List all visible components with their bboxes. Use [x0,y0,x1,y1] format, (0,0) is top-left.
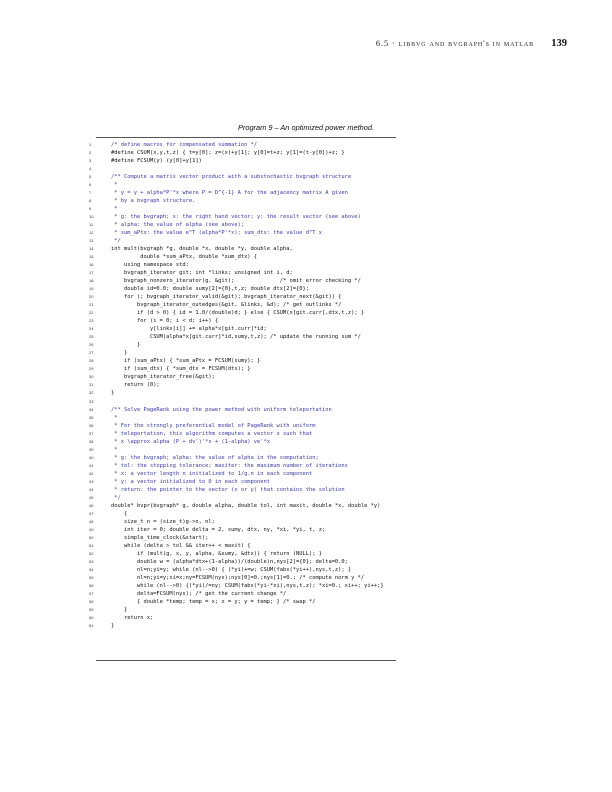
line-number: 11 [89,222,94,228]
line-number: 43 [89,478,94,484]
code-text: } [111,350,128,357]
code-text: */ [111,494,121,501]
code-line [0,502,612,510]
code-text: * by a bvgraph structure. [111,198,196,205]
line-number: 5 [89,174,92,180]
code-line [0,470,612,478]
code-line [0,173,612,181]
line-number: 31 [89,382,94,388]
code-text: * [111,182,118,189]
line-number: 48 [89,518,94,524]
code-line [0,558,612,566]
code-text: if (sum_dtx) { *sum_dtx = FCSUM(dtx); } [111,366,251,373]
code-line [0,574,612,582]
code-line [0,518,612,526]
code-text: return (0); [111,382,160,389]
code-text: * x: a vector length n initialized to 1/g.n in each component [111,470,313,477]
code-line [0,197,612,205]
code-text: * [111,206,118,213]
code-line [0,582,612,590]
line-number: 58 [89,598,94,604]
code-text: int iter = 0; double delta = 2, sumy, dtx, ny, *xi, *yi, t, z; [111,526,326,533]
line-number: 59 [89,606,94,612]
code-line [0,566,612,574]
line-number: 41 [89,462,94,468]
line-number: 40 [89,454,94,460]
code-text: if (d > 0) { id = 1.0/(double)d; } else { CSUM(x[git.curr],dtx,t,z); } [111,310,365,317]
line-number: 27 [89,350,94,356]
code-line [0,510,612,518]
line-number: 37 [89,430,94,436]
line-number: 3 [89,158,92,164]
code-text: double *sum_aPtx, double *sum_dtx) { [111,254,258,261]
code-line [0,446,612,454]
code-text: * x \approx alpha (P + dv')'*x + (1-alpha) ve'*x [111,438,271,445]
code-text: * return: the pointer to the vector (x or y) that contains the solution [111,486,345,493]
code-line [0,341,612,349]
line-number: 46 [89,502,94,508]
code-line [0,414,612,422]
code-text: * alpha: the value of alpha (see above); [111,222,245,229]
line-number: 44 [89,486,94,492]
code-line [0,422,612,430]
code-text: simple_time_clock(&start); [111,534,209,541]
line-number: 56 [89,582,94,588]
code-line [0,357,612,365]
code-text: double* bvpr(bvgraph* g, double alpha, double tol, int maxit, double *x, double *y) [111,502,381,509]
line-number: 51 [89,542,94,548]
code-text: * y: a vector initialized to 0 in each component [111,478,271,485]
program-caption: Program 9 – An optimized power method. [237,123,375,132]
line-number: 45 [89,494,94,500]
code-line [0,486,612,494]
code-line [0,454,612,462]
code-line [0,550,612,558]
listing-top-rule [96,137,396,138]
code-text: * y = y + alpha*P'*x where P = D^{-1} A for the adjacency matrix A given [111,190,348,197]
code-text: * For the strongly preferential model of PageRank with uniform [111,422,316,429]
code-text: * [111,414,118,421]
code-line [0,157,612,165]
code-text: for (; bvgraph_iterator_valid(&git); bvgraph_iterator_next(&git)) { [111,294,342,301]
code-line [0,494,612,502]
line-number: 36 [89,422,94,428]
code-line [0,325,612,333]
code-line [0,213,612,221]
code-line [0,622,612,630]
code-line [0,598,612,606]
line-number: 38 [89,438,94,444]
code-text: for (i = 0; i < d; i++) { [111,318,219,325]
running-head: 6.5 · libbvg and bvgraph's in matlab [375,39,534,48]
line-number: 10 [89,214,94,220]
code-line [0,365,612,373]
code-text: /* define macros for compensated summation */ [111,142,258,148]
line-number: 50 [89,534,94,540]
code-text: } [111,606,128,613]
line-number: 34 [89,406,94,412]
code-line [0,293,612,301]
line-number: 8 [89,198,92,204]
code-text: * g: the bvgraph; x: the right hand vector; y: the result vector (see above) [111,214,361,221]
code-text: */ [111,238,121,245]
line-number: 35 [89,414,94,420]
code-line [0,277,612,285]
line-number: 55 [89,574,94,580]
listing-bottom-rule [96,660,396,661]
line-number: 39 [89,446,94,452]
line-number: 17 [89,270,94,276]
code-line [0,389,612,397]
line-number: 1 [89,142,92,147]
line-number: 18 [89,278,94,284]
line-number: 26 [89,342,94,348]
code-text: using namespace std; [111,262,189,269]
code-text: nl=n;yi=y;xi=x;ny=FCSUM(nys);nys[0]=0.;nys[1]=0.; /* compute norm y */ [111,574,365,581]
line-number: 15 [89,254,94,260]
code-line [0,149,612,157]
code-text: bvgraph_iterator_free(&git); [111,374,215,381]
code-line [0,141,612,149]
code-text: while (delta > tol && iter++ < maxit) { [111,542,251,549]
code-line [0,317,612,325]
line-number: 30 [89,374,94,380]
code-text: CSUM(alpha*x[git.curr]*id,sumy,t,z); /* update the running sum */ [111,334,361,341]
line-number: 54 [89,566,94,572]
line-number: 6 [89,182,92,188]
code-text: { double *temp; temp = x; x = y; y = temp; } /* swap */ [111,598,316,605]
line-number: 7 [89,190,92,196]
code-line [0,381,612,389]
code-line [0,534,612,542]
code-text: if (mult(g, x, y, alpha, &sumy, &dtx)) { return (NULL); } [111,550,322,557]
code-text: * [111,446,118,453]
code-text: double w = (alpha*dtx+(1-alpha))/(double)n,nys[2]={0}; delta=0.0; [111,558,348,565]
line-number: 22 [89,310,94,316]
code-text: nl=n;yi=y; while (nl-->0) { (*yi)+=w; CSUM(fabs(*yi++),nys,t,z); } [111,566,352,573]
code-line [0,542,612,550]
code-line [0,301,612,309]
code-text: bvgraph_nonzero_iterator(g, &git); /* omit error checking */ [111,278,361,285]
code-listing [0,141,612,630]
line-number: 60 [89,614,94,620]
code-line [0,614,612,622]
line-number: 19 [89,286,94,292]
line-number: 23 [89,318,94,324]
code-text: bvgraph_iterator_outedges(&git, &links, &d); /* get outlinks */ [111,302,342,309]
line-number: 24 [89,326,94,332]
line-number: 12 [89,230,94,236]
code-text: int mult(bvgraph *g, double *x, double *y, double alpha, [111,246,293,253]
page-header [0,39,612,53]
code-text: #define FCSUM(y) (y[0]+y[1]) [111,158,202,165]
line-number: 16 [89,262,94,268]
code-line [0,285,612,293]
code-line [0,237,612,245]
code-line [0,309,612,317]
code-text: * teleportation, this algorithm computes a vector x such that [111,430,313,437]
code-line [0,229,612,237]
page-number: 139 [551,38,567,49]
code-text: bvgraph_iterator git; int *links; unsigned int i, d; [111,270,293,277]
line-number: 61 [89,622,94,628]
code-line [0,181,612,189]
code-line [0,165,612,173]
code-line [0,189,612,197]
code-line [0,438,612,446]
code-line [0,462,612,470]
code-line [0,373,612,381]
code-text: * g: the bvgraph; alpha: the value of alpha in the computation; [111,454,319,461]
code-line [0,590,612,598]
line-number: 25 [89,334,94,340]
code-line [0,261,612,269]
line-number: 57 [89,590,94,596]
code-line [0,406,612,414]
line-number: 49 [89,526,94,532]
code-line [0,430,612,438]
code-text: /** Compute a matrix vector product with a substochastic bvgraph structure [111,174,352,181]
code-line [0,221,612,229]
code-line [0,269,612,277]
code-line [0,205,612,213]
line-number: 32 [89,390,94,396]
line-number: 52 [89,550,94,556]
code-text: /** Solve PageRank using the power method with uniform teleportation [111,406,332,413]
code-line [0,398,612,406]
line-number: 42 [89,470,94,476]
code-text: size_t n = (size_t)g->n, nl; [111,518,215,525]
line-number: 4 [89,166,92,172]
line-number: 53 [89,558,94,564]
line-number: 2 [89,150,92,156]
code-text: while (nl-->0) {(*yi)/=ny; CSUM(fabs(*yi-*xi),nys,t,z); *xi=0.; xi++; yi++;} [111,582,384,589]
line-number: 20 [89,294,94,300]
code-line [0,253,612,261]
code-text: if (sum_aPtx) { *sum_aPtx = FCSUM(sumy); } [111,358,261,365]
code-text: } [111,342,141,349]
line-number: 28 [89,358,94,364]
code-text: * sum_aPtx: the value e^T (alpha*P'*x); sum_dtx: the value d^T x [111,230,322,237]
code-line [0,245,612,253]
code-text: delta=FCSUM(nys); /* get the current change */ [111,590,287,597]
line-number: 21 [89,302,94,308]
line-number: 47 [89,510,94,516]
code-line [0,333,612,341]
code-text: double id=0.0; double sumy[2]={0},t,z; double dtx[2]={0}; [111,286,309,293]
code-line [0,349,612,357]
code-text: #define CSUM(x,y,t,z) { t=y[0]; z=(x)+y[1]; y[0]=t+z; y[1]=(t-y[0])+z; } [111,150,345,157]
line-number: 29 [89,366,94,372]
line-number: 33 [89,398,94,404]
line-number: 14 [89,246,94,252]
line-number: 13 [89,238,94,244]
line-number: 9 [89,206,92,212]
code-text: y[links[i]] += alpha*x[git.curr]*id; [111,326,267,333]
code-text: * tol: the stopping tolerance; maxiter: the maximum number of iterations [111,462,348,469]
code-line [0,606,612,614]
code-line [0,478,612,486]
code-text: { [111,510,128,517]
code-text: } [111,622,115,629]
code-text: return x; [111,614,154,621]
code-text: } [111,390,115,397]
code-line [0,526,612,534]
